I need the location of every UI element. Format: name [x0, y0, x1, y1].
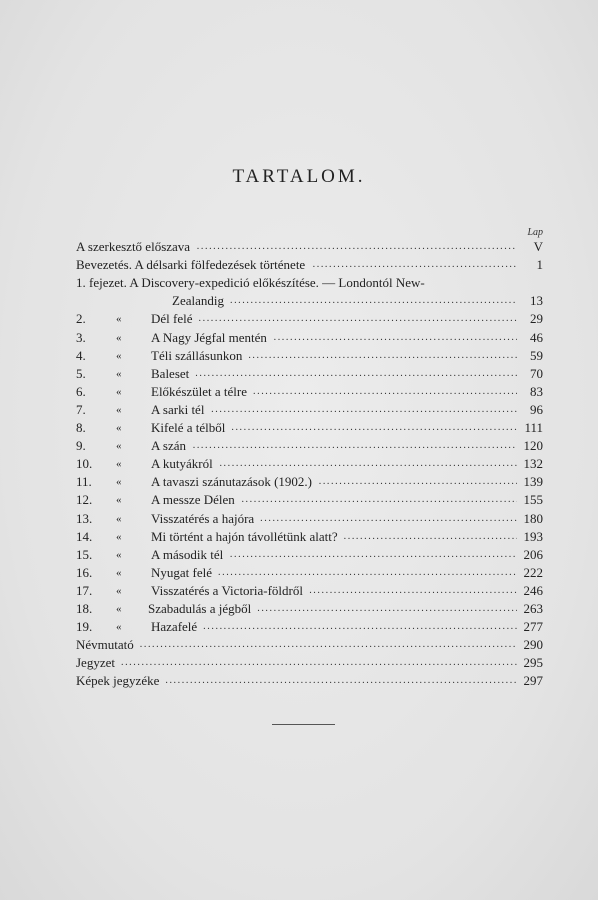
page-number: 222: [523, 564, 543, 580]
toc-entry: [0, 618, 598, 636]
ditto-mark: «: [116, 584, 122, 597]
ditto-mark: «: [116, 349, 122, 362]
dot-leader: [257, 600, 517, 618]
ditto-mark: «: [116, 566, 122, 579]
dot-leader: [344, 528, 517, 546]
ditto-mark: «: [116, 621, 122, 634]
entry-title: 1. fejezet. A Discovery-expedició előkészítése. — Londontól New-: [76, 275, 425, 291]
toc-entry: [0, 256, 598, 274]
chapter-number: 18.: [76, 601, 93, 616]
entry-title: Téli szállásunkon: [151, 347, 243, 363]
toc-entry: [0, 636, 598, 654]
page-number: 96: [530, 401, 543, 417]
toc-entry: [0, 564, 598, 582]
toc-entry: [0, 238, 598, 256]
toc-entry: [0, 365, 598, 383]
toc-entry: [0, 510, 598, 528]
page-number: 295: [523, 655, 543, 671]
entry-title: A tavaszi szánutazások (1902.): [151, 474, 313, 490]
dot-leader: [199, 310, 517, 328]
ditto-mark: «: [116, 512, 122, 525]
dot-leader: [248, 347, 517, 365]
entry-title: Névmutató: [76, 637, 134, 653]
toc-entry: [0, 582, 598, 600]
chapter-number: 3.: [76, 329, 86, 345]
ditto-mark: «: [116, 422, 122, 434]
toc-entry: [0, 600, 598, 618]
page-column-header: Lap: [527, 227, 543, 238]
entry-title: A messze Délen: [151, 492, 235, 508]
ditto-mark: «: [116, 458, 122, 471]
page-title: TARTALOM.: [232, 166, 366, 187]
chapter-number: 19.: [76, 619, 93, 635]
ditto-mark: «: [116, 530, 122, 543]
page-number: 139: [523, 474, 543, 490]
page-number: 297: [523, 673, 543, 689]
entry-title: Képek jegyzéke: [76, 673, 160, 689]
chapter-number: 4.: [76, 347, 86, 363]
dot-leader: [253, 383, 517, 401]
dot-leader: [309, 582, 517, 600]
chapter-number: 9.: [76, 438, 86, 454]
chapter-number: 13.: [76, 510, 93, 526]
toc-entry: [0, 437, 598, 455]
page-number: 46: [530, 329, 543, 345]
page-number: 1: [536, 257, 543, 273]
ditto-mark: «: [116, 313, 122, 326]
dot-leader: [313, 256, 517, 274]
dot-leader: [195, 365, 517, 383]
toc-entry: [0, 329, 598, 347]
toc-entry: [0, 491, 598, 509]
entry-title: Nyugat felé: [151, 564, 213, 580]
entry-title: A második tél: [151, 546, 224, 562]
chapter-number: 5.: [76, 365, 86, 381]
toc-entry: [0, 546, 598, 564]
dot-leader: [140, 636, 517, 654]
entry-title: Zealandig: [172, 293, 224, 309]
dot-leader: [230, 292, 517, 310]
ditto-mark: «: [116, 603, 122, 615]
chapter-number: 14.: [76, 528, 93, 544]
ditto-mark: «: [116, 494, 122, 507]
dot-leader: [218, 564, 517, 582]
ditto-mark: «: [116, 403, 122, 416]
ditto-mark: «: [116, 331, 122, 344]
chapter-number: 2.: [76, 311, 86, 327]
entry-title: A Nagy Jégfal mentén: [151, 329, 267, 345]
toc-entry: [0, 473, 598, 491]
dot-leader: [231, 419, 517, 437]
chapter-number: 6.: [76, 383, 86, 399]
dot-leader: [165, 672, 517, 690]
toc-entry: [0, 528, 598, 546]
entry-title: Jegyzet: [76, 655, 115, 671]
dot-leader: [197, 238, 517, 256]
dot-leader: [274, 329, 517, 347]
toc-entry: [0, 654, 598, 672]
page-number: 263: [523, 601, 543, 616]
entry-title: Bevezetés. A délsarki fölfedezések története: [76, 257, 306, 273]
ditto-mark: «: [116, 548, 122, 561]
entry-title: Dél felé: [151, 311, 193, 327]
chapter-number: 11.: [76, 474, 92, 490]
page-number: 206: [523, 546, 543, 562]
dot-leader: [260, 510, 517, 528]
page-number: V: [533, 239, 543, 254]
chapter-number: 10.: [76, 456, 93, 472]
chapter-number: 16.: [76, 564, 93, 580]
page-number: 180: [523, 510, 543, 526]
dot-leader: [121, 654, 517, 672]
divider-rule: [272, 724, 335, 725]
entry-title: A szán: [151, 438, 187, 454]
page-number: 277: [523, 619, 543, 635]
ditto-mark: «: [116, 367, 122, 380]
page-number: 13: [530, 293, 543, 309]
entry-title: A kutyákról: [151, 456, 213, 472]
page-number: 246: [523, 582, 543, 598]
entry-title: A szerkesztő előszava: [76, 239, 191, 254]
entry-title: Visszatérés a Victoria-földről: [151, 582, 303, 598]
page-number: 59: [530, 347, 543, 363]
dot-leader: [241, 491, 517, 509]
page-number: 193: [523, 528, 543, 544]
chapter-number: 12.: [76, 492, 93, 508]
entry-title: Visszatérés a hajóra: [151, 510, 255, 526]
ditto-mark: «: [116, 385, 122, 398]
chapter-number: 15.: [76, 546, 93, 562]
toc-entry: [0, 401, 598, 419]
page-number: 111: [524, 420, 543, 435]
ditto-mark: «: [116, 440, 122, 453]
toc-entry: [0, 310, 598, 328]
entry-title: Mi történt a hajón távollétünk alatt?: [151, 528, 338, 544]
toc-entry: [0, 455, 598, 473]
page-number: 70: [530, 365, 543, 381]
page-number: 155: [523, 492, 543, 508]
page-number: 29: [530, 311, 543, 327]
entry-title: Kifelé a télből: [151, 420, 226, 435]
ditto-mark: «: [116, 476, 122, 489]
entry-title: Baleset: [151, 365, 190, 381]
page-number: 132: [523, 456, 543, 472]
toc-entry: [0, 347, 598, 365]
entry-title: Hazafelé: [151, 619, 198, 635]
chapter-number: 17.: [76, 582, 93, 598]
entry-title: A sarki tél: [151, 401, 205, 417]
dot-leader: [230, 546, 517, 564]
toc-entry: [0, 672, 598, 690]
dot-leader: [319, 473, 517, 491]
chapter-number: 7.: [76, 401, 86, 417]
page-number: 120: [523, 438, 543, 454]
dot-leader: [203, 618, 517, 636]
dot-leader: [219, 455, 517, 473]
toc-entry: [0, 419, 598, 437]
toc-entry: [0, 383, 598, 401]
entry-title: Előkészület a télre: [151, 383, 248, 399]
chapter-number: 8.: [76, 420, 86, 435]
page-number: 83: [530, 383, 543, 399]
dot-leader: [211, 401, 517, 419]
entry-title: Szabadulás a jégből: [148, 601, 252, 616]
dot-leader: [193, 437, 517, 455]
toc-entry: [0, 292, 598, 310]
toc-entry: [0, 274, 598, 292]
page-number: 290: [523, 637, 543, 653]
